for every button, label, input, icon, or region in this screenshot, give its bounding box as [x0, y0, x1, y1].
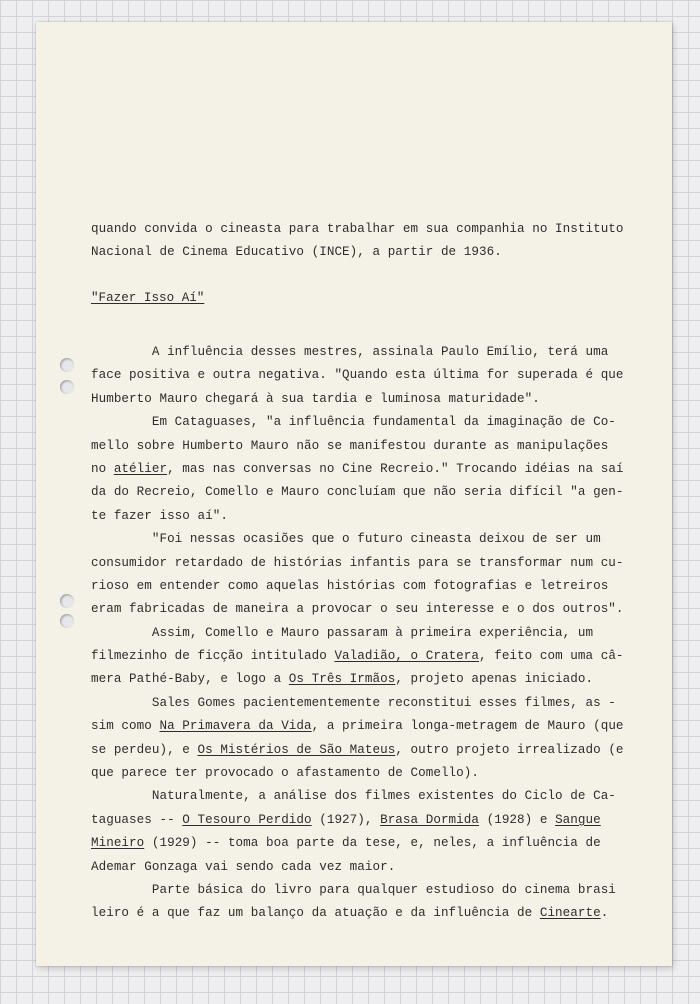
text-segment: A influência desses mestres, assinala Paulo Emílio, terá uma	[91, 345, 609, 359]
text-line	[91, 598, 631, 621]
text-line	[91, 241, 631, 264]
text-segment: Humberto Mauro chegará à sua tardia e luminosa maturidade".	[91, 391, 540, 406]
underlined-title: Mineiro	[91, 836, 145, 851]
text-line	[91, 879, 631, 902]
text-segment: (1928) e	[479, 812, 556, 827]
punch-hole-bottom-2	[60, 614, 74, 628]
text-segment: Nacional de Cinema Educativo (INCE), a partir de 1936.	[91, 245, 502, 260]
text-line	[91, 528, 631, 551]
text-segment: , feito com uma câ-	[479, 649, 624, 664]
text-segment: , a primeira longa-metragem de Mauro (que	[311, 719, 624, 734]
punch-hole-top-2	[60, 380, 74, 394]
underlined-title: Cinearte	[539, 906, 601, 921]
text-segment: Parte básica do livro para qualquer estudioso do cinema brasi	[91, 882, 616, 897]
text-line	[91, 505, 631, 528]
text-segment: (1929) -- toma boa parte da tese, e, neles, a influência de	[144, 836, 601, 851]
text-line	[91, 411, 631, 434]
text-line	[91, 388, 631, 411]
section-heading: "Fazer Isso Aí"	[91, 291, 205, 305]
text-segment: Naturalmente, a análise dos filmes existentes do Ciclo de Ca-	[91, 789, 616, 804]
text-line	[91, 218, 631, 241]
text-line	[91, 364, 631, 387]
text-line	[91, 622, 631, 645]
text-segment: face positiva e outra negativa. "Quando esta última for superada é que	[91, 368, 624, 383]
text-segment: que parece ter provocado o afastamento de Comello).	[91, 766, 479, 781]
text-line	[91, 856, 631, 879]
text-segment: Ademar Gonzaga vai sendo cada vez maior.	[91, 859, 396, 874]
text-segment: mera Pathé-Baby, e logo a	[91, 672, 289, 687]
underlined-title: Na Primavera da Vida	[159, 719, 312, 734]
text-line	[91, 692, 631, 715]
text-segment: se perdeu), e	[91, 742, 198, 757]
text-line	[91, 341, 631, 364]
text-line	[91, 715, 631, 738]
text-segment: , projeto apenas iniciado.	[395, 672, 594, 687]
underlined-title: Valadião, o Cratera	[334, 649, 479, 664]
text-segment: (1927),	[311, 812, 381, 827]
underlined-title: Sangue	[555, 812, 601, 827]
text-line	[91, 809, 631, 832]
text-line	[91, 458, 631, 481]
body-text	[91, 341, 631, 926]
text-line	[91, 552, 631, 575]
text-segment: eram fabricadas de maneira a provocar o seu interesse e o dos outros".	[91, 602, 624, 617]
underlined-title: O Tesouro Perdido	[182, 812, 312, 827]
text-segment: sim como	[91, 719, 160, 734]
text-segment: "Foi nessas ocasiões que o futuro cineasta deixou de ser um	[91, 532, 601, 547]
text-line	[91, 762, 631, 785]
text-line	[91, 481, 631, 504]
underlined-title: Brasa Dormida	[380, 812, 479, 827]
text-segment: .	[600, 906, 609, 921]
text-line	[91, 575, 631, 598]
punch-hole-top-1	[60, 358, 74, 372]
paragraph-intro	[91, 218, 631, 265]
text-segment: Em Cataguases, "a influência fundamental da imaginação de Co-	[91, 415, 616, 430]
text-line	[91, 832, 631, 855]
text-segment: taguases --	[91, 812, 183, 827]
text-segment: , outro projeto irrealizado (e	[395, 742, 624, 757]
text-line	[91, 739, 631, 762]
underlined-title: atélier	[113, 461, 168, 476]
text-segment: Sales Gomes pacientementemente reconstitui esses filmes, as -	[91, 695, 616, 710]
text-line	[91, 645, 631, 668]
text-segment: rioso em entender como aquelas histórias com fotografias e letreiros	[91, 578, 609, 593]
text-segment: consumidor retardado de histórias infantis para se transformar num cu-	[91, 555, 624, 570]
text-segment: te fazer isso aí".	[91, 508, 228, 523]
text-line	[91, 785, 631, 808]
text-line	[91, 435, 631, 458]
text-segment: Assim, Comello e Mauro passaram à primeira experiência, um	[91, 625, 594, 640]
text-line	[91, 668, 631, 691]
punch-hole-bottom-1	[60, 594, 74, 608]
text-segment: , mas nas conversas no Cine Recreio." Trocando idéias na saí	[167, 461, 624, 476]
underlined-title: Os Três Irmãos	[288, 672, 396, 687]
text-segment: no	[91, 461, 114, 476]
text-segment: leiro é a que faz um balanço da atuação e da influência de	[91, 906, 540, 921]
text-segment: mello sobre Humberto Mauro não se manifestou durante as manipulações	[91, 438, 609, 453]
text-segment: quando convida o cineasta para trabalhar em sua companhia no Instituto	[91, 222, 624, 236]
text-segment: filmezinho de ficção intitulado	[91, 649, 335, 664]
underlined-title: Os Mistérios de São Mateus	[197, 742, 396, 757]
text-line	[91, 902, 631, 925]
text-segment: da do Recreio, Comello e Mauro concluíam que não seria difícil "a gen-	[91, 485, 624, 500]
